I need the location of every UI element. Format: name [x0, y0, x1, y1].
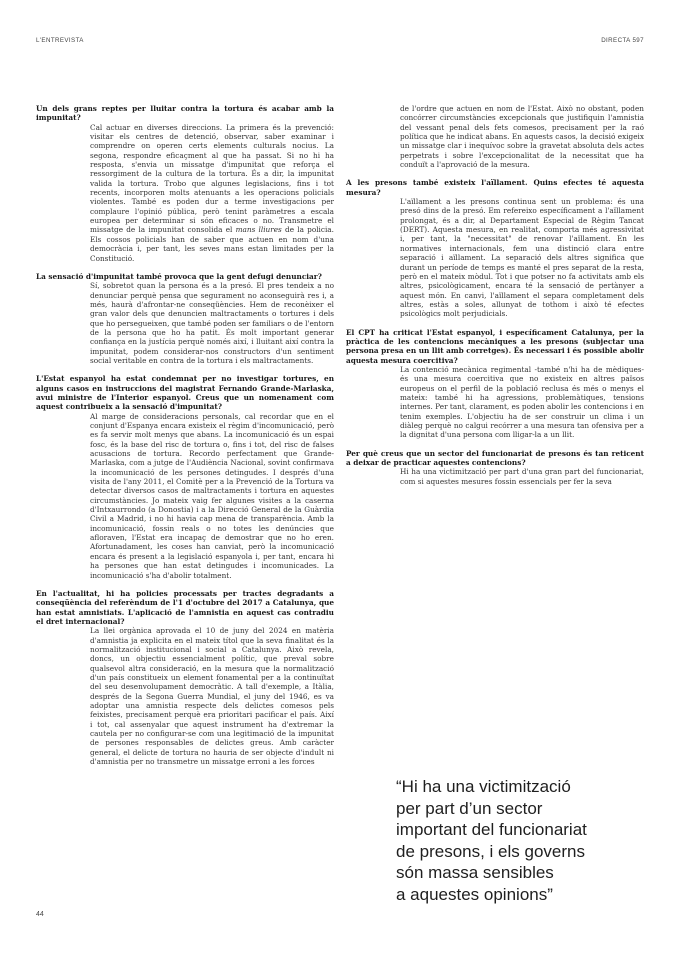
- question: La sensació d'impunitat també provoca que la gent defugi denunciar?: [36, 271, 322, 281]
- issue-label: DIRECTA 597: [601, 37, 644, 44]
- question: En l'actualitat, hi ha policies processats per tractes degradants a conseqüència del referèndum de l'1 d'octubre del 2017 a Catalunya, que han estat amnistiats. L'aplicació de l'amnistia en aquest cas contradiu el dret internacional?: [36, 588, 334, 626]
- answer: Al marge de consideracions personals, cal recordar que en el conjunt d'Espanya encara existeix el règim d'incomunicació, però es fa servir molt menys que abans. La incomunicació és un espai fosc, és la base del risc de tortura o, fins i tot, del risc de falses acusacions de tortura. Recordo perfectament que Grande-Marlaska, com a jutge de l'Audiència Nacional, sovint confirmava la incomunicació de les persones detingudes. I després d'una visita de l'any 2011, el Comitè per a la Prevenció de la Tortura va detectar diversos casos de maltractaments i tortura en aquestes circumstàncies. Jo mateix vaig fer algunes visites a la caserna d'Intxaurrondo (a Donostia) i a la Direcció General de la Guàrdia Civil a Madrid, i no hi havia cap mena de transparència. Amb la incomunicació, fossin reals o no totes les denúncies que afloraven, l'Estat era incapaç de demostrar que no ho eren. Afortunadament, les coses han canviat, però la incomunicació encara és present a la legislació espanyola i, per tant, encara hi ha persones que han estat detingudes i incomunicades. La incomunicació s'ha d'abolir totalment.: [90, 411, 334, 580]
- page-number: 44: [36, 911, 44, 918]
- answer: La contenció mecànica regimental -també n'hi ha de mèdiques- és una mesura coercitiva que no existeix en altres països europeus on el perfil de la població reclusa és més o menys el mateix: també hi ha agressions, problemàtiques, tensions internes. Per tant, clarament, es poden abolir les contencions i en tenim exemples. L'objectiu ha de ser construir un clima i un diàleg perquè no calgui recórrer a una mesura tan ofensiva per a la dignitat d'una persona com lligar-la a un llit.: [400, 364, 644, 440]
- answer: Hi ha una victimització per part d'una gran part del funcionariat, com si aquestes mesures fossin essencials per fer la seva: [400, 467, 644, 486]
- section-label: L'ENTREVISTA: [36, 37, 84, 44]
- question: El CPT ha criticat l'Estat espanyol, i específicament Catalunya, per la pràctica de les contencions mecàniques a les presons (subjectar una persona presa en un llit amb corretges). És necessari i és possible abolir aquesta mesura coercitiva?: [346, 327, 644, 365]
- answer-continuation: de l'ordre que actuen en nom de l'Estat. Això no obstant, poden concórrer circumstàncies excepcionals que justifiquin l'amnistia del vessant penal dels fets comesos, precisament per la raó política que he indicat abans. En aquests casos, la decisió exigeix un missatge clar i inequívoc sobre la gravetat absoluta dels actes perpetrats i sobre l'excepcionalitat de la necessitat que ha conduït a l'aprovació de la mesura.: [400, 104, 644, 170]
- answer: [90, 123, 334, 263]
- left-column: [36, 104, 334, 775]
- pull-quote-line: són massa sensibles: [396, 863, 554, 882]
- answer-text: Cal actuar en diverses direccions. La primera és la prevenció: visitar els centres de detenció, observar, saber examinar i comprendre on operen certs elements culturals nocius. La segona, respondre eficaçment al que ha passat. Si no hi ha resposta, s'envia un missatge d'impunitat que reforça el ressorgiment de la cultura de la tortura. És a dir, la impunitat valida la tortura. Trobo que algunes legislacions, fins i tot recents, incorporen molts atenuants a les operacions policials violentes. També es poden dur a terme investigacions per complaure l'opinió pública, però tenint paràmetres a escala europea per determinar si són eficaces o no. Transmetre el missatge de la impunitat consolida el: [90, 122, 334, 235]
- pull-quote-line: “Hi ha una victimització: [396, 777, 571, 796]
- pull-quote-line: important del funcionariat: [396, 820, 587, 839]
- pull-quote-line: a aquestes opinions”: [396, 884, 553, 904]
- answer: La llei orgànica aprovada el 10 de juny del 2024 en matèria d'amnistia ja explicita en el mateix títol que la seva finalitat és la normalització institucional i social a Catalunya. Això revela, doncs, un objectiu essencialment polític, que preval sobre qualsevol altra consideració, en la mesura que la normalització d'un país constitueix un element fonamental per a la continuïtat del seu desenvolupament democràtic. A tall d'exemple, a Itàlia, després de la Segona Guerra Mundial, el juny del 1946, es va adoptar una amnistia respecte dels delictes comesos pels feixistes, precisament perquè era prioritari pacificar el país. Així i tot, cal assenyalar que aquest instrument ha d'extremar la cautela per no configurar-se com una legitimació de la impunitat de persones responsables de delictes greus. Amb caràcter general, el delicte de tortura no hauria de ser objecte d'indult ni d'amnistia per no transmetre un missatge erroni a les forces: [90, 626, 334, 767]
- answer-emphasis: mans lliures: [235, 225, 282, 235]
- pull-quote-line: per part d’un sector: [396, 798, 543, 818]
- question: Un dels grans reptes per lluitar contra la tortura és acabar amb la impunitat?: [36, 104, 334, 123]
- answer-text: de la policia. Els cossos policials han de saber que actuen en nom d'una democràcia i, per tant, les seves mans estan limitades per la Constitució.: [90, 225, 334, 263]
- right-column: [346, 104, 644, 495]
- pull-quote-line: de presons, i els governs: [396, 841, 585, 861]
- question: L'Estat espanyol ha estat condemnat per no investigar tortures, en alguns casos en instruccions del magistrat Fernando Grande-Marlaska, avui ministre de l'Interior espanyol. Creus que un nomenament com aquest contribueix a la sensació d'impunitat?: [36, 374, 334, 412]
- pull-quote: [396, 776, 646, 905]
- answer: L'aïllament a les presons continua sent un problema: és una presó dins de la presó. Em refereixo específicament a l'aïllament prolongat, és a dir, al Departament Especial de Règim Tancat (DERT). Aquesta mesura, en realitat, comporta més agressivitat i, per tant, la "necessitat" de renovar l'aïllament. En les normatives internacionals, fem una distinció clara entre separació i aïllament. La separació dels altres significa que durant un període de temps es manté el pres separat de la resta, però en el mateix mòdul. Tot i que potser no fa activitats amb els altres, psicològicament, encara té la sensació de pertànyer a aquest món. En canvi, l'aïllament el separa completament dels altres, estàs a soles, allunyat de tothom i això té efectes psicològics molt perjudicials.: [400, 197, 644, 319]
- answer: Sí, sobretot quan la persona és a la presó. El pres tendeix a no denunciar perquè pensa que segurament no aconseguirà res i, a més, haurà d'afrontar-ne conseqüències. Hem de reconèixer el gran valor dels que denuncien maltractaments o tortures i dels que ho persegueixen, que també poden ser familiars o de l'entorn de la persona que ho ha patit. És molt important generar confiança en la justícia perquè només així, i lluitant així contra la impunitat, podem considerar-nos constructors d'un sentiment social veritable en contra de la tortura i els maltractaments.: [90, 281, 334, 365]
- question: A les presons també existeix l'aïllament. Quins efectes té aquesta mesura?: [346, 178, 644, 197]
- question: Per què creus que un sector del funcionariat de presons és tan reticent a deixar de practicar aquestes contencions?: [346, 448, 644, 468]
